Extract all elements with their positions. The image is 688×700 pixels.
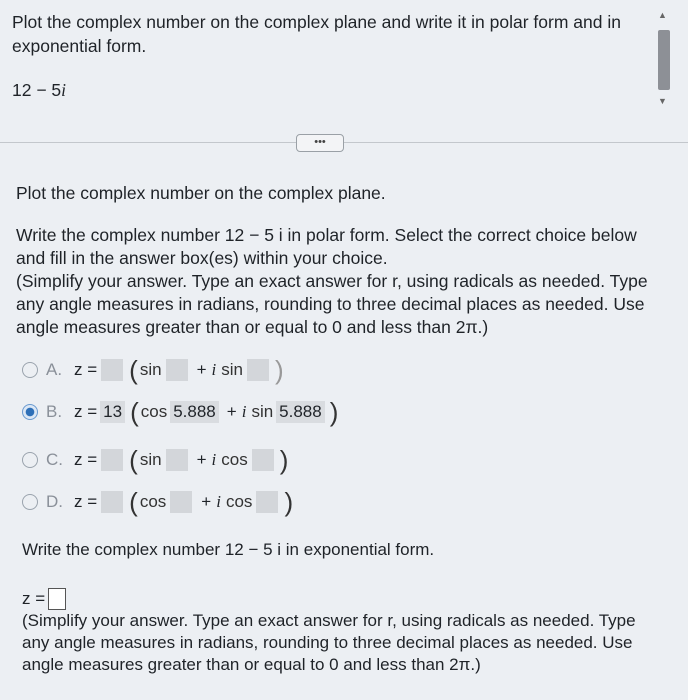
more-button[interactable]: ••• xyxy=(296,134,344,152)
plot-instruction: Plot the complex number on the complex plane. xyxy=(16,183,386,203)
plus-sign: + xyxy=(226,402,237,421)
z-label: z = xyxy=(74,450,98,469)
imag-i: i xyxy=(211,450,217,469)
angle-value-2[interactable]: 5.888 xyxy=(276,401,325,423)
angle-value-1[interactable]: 5.888 xyxy=(170,401,219,423)
question-header xyxy=(0,0,652,128)
angle-input-d1[interactable] xyxy=(170,491,192,513)
radio-a[interactable] xyxy=(22,362,38,378)
plus-sign: + xyxy=(196,450,207,469)
z-label: z = xyxy=(74,360,98,379)
z-label: z = xyxy=(74,402,98,421)
func-1: sin xyxy=(139,450,162,469)
plus-sign: + xyxy=(196,360,207,379)
func-1: cos xyxy=(140,402,168,421)
func-2: cos xyxy=(225,492,253,511)
polar-prompt-block xyxy=(16,224,666,339)
angle-input-c1[interactable] xyxy=(166,449,188,471)
exponential-note: (Simplify your answer. Type an exact answer for r, using radicals as needed. Type any angle measures in radians, rounding to three decimal places as needed. Use angle measures greater than or equal to 0 and less than 2π.) xyxy=(22,611,636,674)
imaginary-unit: i xyxy=(61,80,67,100)
scrollbar[interactable] xyxy=(652,8,676,118)
func-1: cos xyxy=(139,492,167,511)
exponential-answer xyxy=(22,588,66,610)
scrollbar-thumb[interactable] xyxy=(658,30,670,90)
open-paren: ( xyxy=(129,444,138,475)
choice-d[interactable] xyxy=(22,488,295,516)
close-paren: ) xyxy=(329,396,339,427)
question-instruction: Plot the complex number on the complex plane and write it in polar form and in exponential form. xyxy=(12,12,621,56)
close-paren: ) xyxy=(274,354,284,385)
section-divider xyxy=(0,142,688,143)
open-paren: ( xyxy=(129,486,138,517)
complex-expression xyxy=(12,80,66,101)
r-value[interactable]: 13 xyxy=(100,401,125,423)
choice-a[interactable] xyxy=(22,356,286,384)
choice-c[interactable] xyxy=(22,446,290,474)
open-paren: ( xyxy=(129,354,138,385)
choice-label: B. xyxy=(46,402,63,421)
scroll-up-icon[interactable]: ▲ xyxy=(658,10,667,20)
func-2: sin xyxy=(221,360,243,379)
angle-input-c2[interactable] xyxy=(252,449,274,471)
radio-b[interactable] xyxy=(22,404,38,420)
r-input-a[interactable] xyxy=(101,359,123,381)
choice-b[interactable] xyxy=(22,398,340,426)
angle-input-a2[interactable] xyxy=(247,359,269,381)
func-1: sin xyxy=(139,360,162,379)
polar-note: (Simplify your answer. Type an exact answer for r, using radicals as needed. Type any angle measures in radians, rounding to three decimal places as needed. Use angle measures greater than or equal to 0 and less than 2π.) xyxy=(16,271,648,337)
z-label: z = xyxy=(74,492,98,511)
polar-prompt: Write the complex number 12 − 5 i in polar form. Select the correct choice below and fill in the answer box(es) within your choice. xyxy=(16,225,637,268)
func-2: cos xyxy=(221,450,248,469)
exponential-input[interactable] xyxy=(48,588,66,610)
scroll-down-icon[interactable]: ▼ xyxy=(658,96,667,106)
func-2: sin xyxy=(251,402,274,421)
imag-i: i xyxy=(216,492,221,511)
radio-d[interactable] xyxy=(22,494,38,510)
z-label: z = xyxy=(22,589,46,608)
imag-i: i xyxy=(211,360,217,379)
exponential-prompt: Write the complex number 12 − 5 i in exponential form. xyxy=(22,540,435,559)
angle-input-d2[interactable] xyxy=(256,491,278,513)
choice-label: A. xyxy=(46,360,63,379)
radio-c[interactable] xyxy=(22,452,38,468)
open-paren: ( xyxy=(130,396,139,427)
close-paren: ) xyxy=(284,486,294,517)
plus-sign: + xyxy=(201,492,212,511)
expression-prefix: 12 − 5 xyxy=(12,80,62,100)
choice-label: C. xyxy=(46,450,63,469)
r-input-d[interactable] xyxy=(101,491,123,513)
angle-input-a1[interactable] xyxy=(166,359,188,381)
r-input-c[interactable] xyxy=(101,449,123,471)
choice-label: D. xyxy=(46,492,63,511)
imag-i: i xyxy=(241,402,247,421)
close-paren: ) xyxy=(279,444,289,475)
